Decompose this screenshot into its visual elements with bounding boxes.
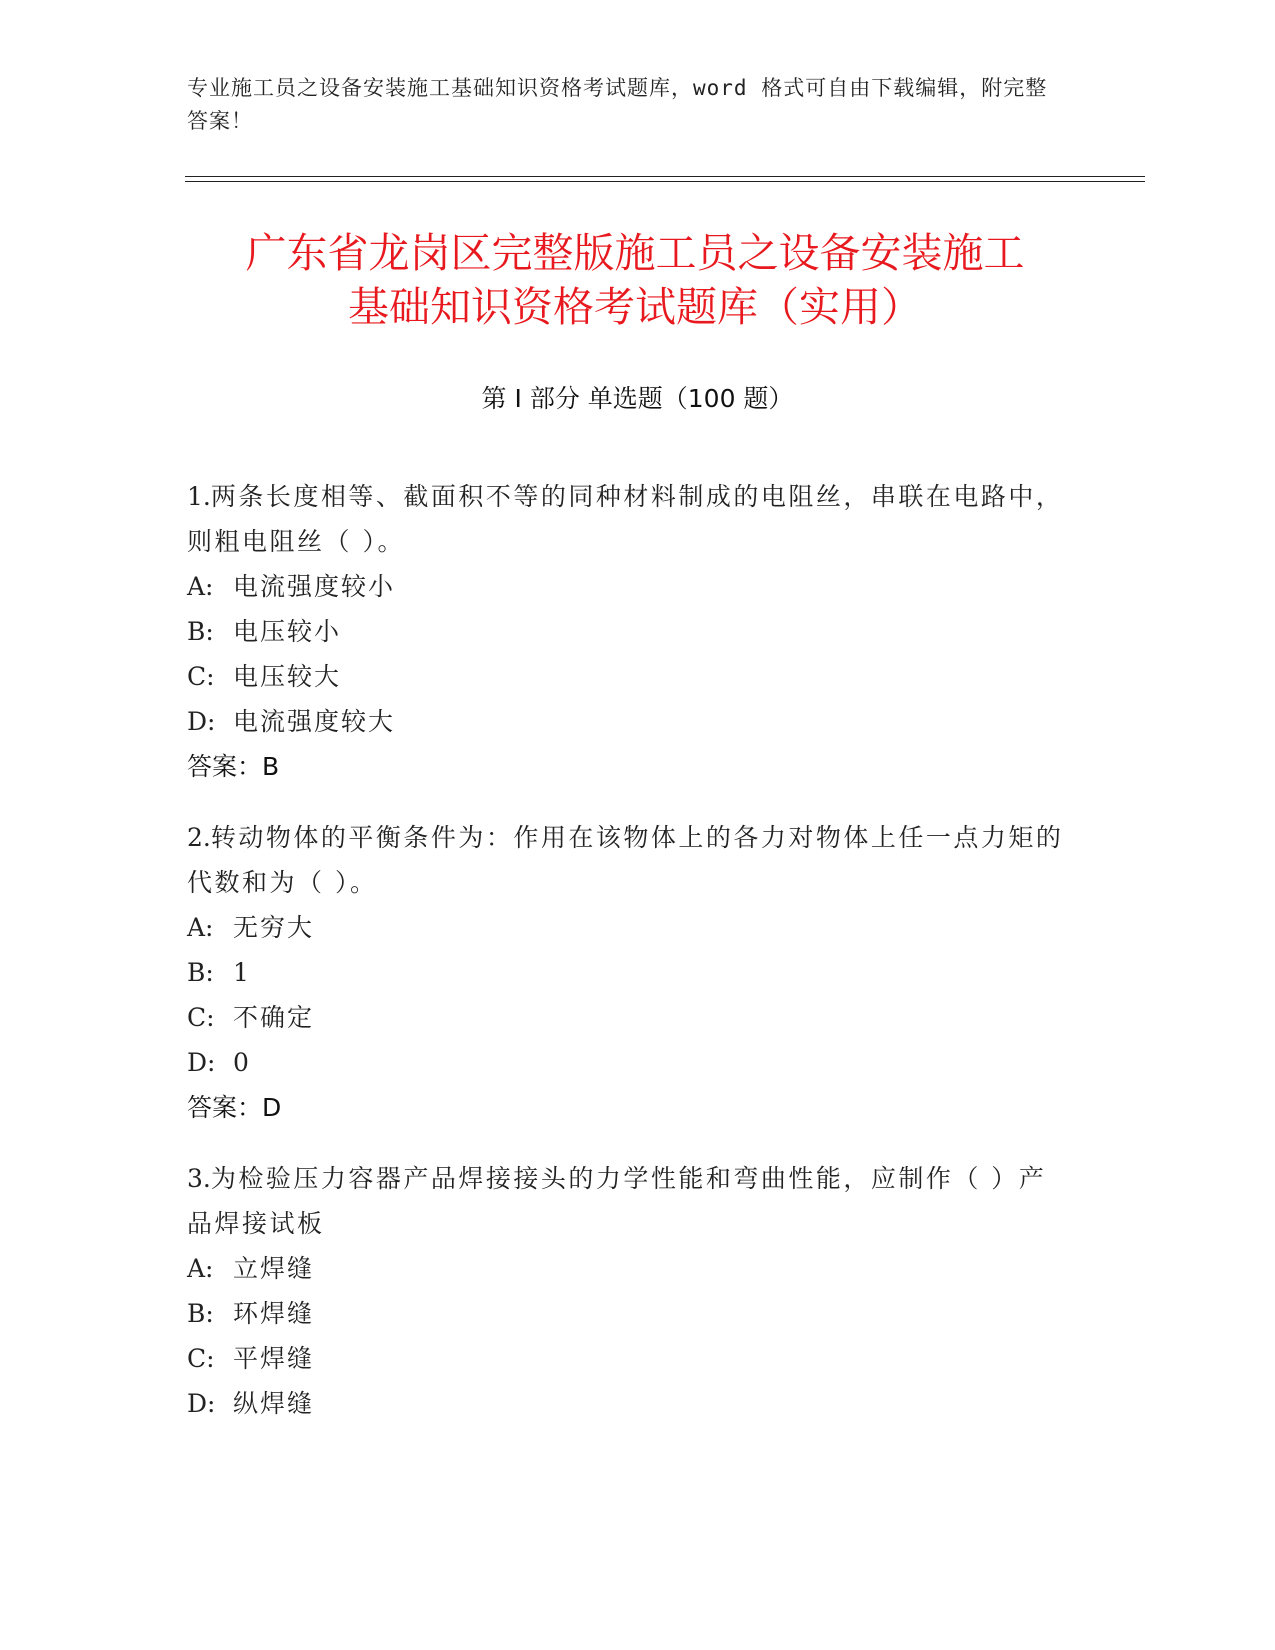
option-b [187,609,1067,654]
question-item [187,474,1067,789]
option-key: B: [187,958,214,987]
option-text: 电压较小 [233,617,342,646]
document-title [130,226,1140,334]
option-d [187,1381,1067,1426]
answer-line [187,1085,1067,1130]
option-text: 平焊缝 [233,1344,315,1373]
question-list [187,474,1067,1452]
answer-line [187,744,1067,789]
option-key: D: [187,707,216,736]
option-text: 无穷大 [233,913,315,942]
question-number: 2. [187,823,211,852]
question-stem: 两条长度相等、截面积不等的同种材料制成的电阻丝，串联在电路中，则粗电阻丝（ ）。 [187,482,1064,556]
option-key: C: [187,1003,215,1032]
header-divider-top [185,176,1145,177]
question-number: 1. [187,482,211,511]
option-d [187,699,1067,744]
option-key: D: [187,1048,216,1077]
question-stem: 转动物体的平衡条件为：作用在该物体上的各力对物体上任一点力矩的代数和为（ ）。 [187,823,1064,897]
option-a [187,905,1067,950]
answer-label: 答案： [187,752,263,781]
answer-value: B [262,752,280,781]
option-key: C: [187,1344,215,1373]
option-c [187,654,1067,699]
option-a [187,1246,1067,1291]
option-text: 立焊缝 [233,1254,315,1283]
option-text: 环焊缝 [233,1299,315,1328]
option-text: 不确定 [233,1003,315,1032]
option-c [187,1336,1067,1381]
option-text: 电流强度较小 [233,572,396,601]
option-text: 电流强度较大 [233,707,396,736]
option-b [187,1291,1067,1336]
question-item [187,1156,1067,1426]
option-key: A: [187,1254,214,1283]
option-key: B: [187,617,214,646]
option-key: D: [187,1389,216,1418]
option-a [187,564,1067,609]
option-key: C: [187,662,215,691]
option-text: 0 [233,1048,251,1077]
option-text: 纵焊缝 [233,1389,315,1418]
option-c [187,995,1067,1040]
option-d [187,1040,1067,1085]
option-text: 1 [233,958,251,987]
header-divider-bottom [185,181,1145,182]
option-text: 电压较大 [233,662,342,691]
answer-label: 答案： [187,1093,263,1122]
option-key: B: [187,1299,214,1328]
option-key: A: [187,913,214,942]
answer-value: D [262,1093,282,1122]
question-text [187,474,1067,564]
title-line-2: 基础知识资格考试题库（实用） [348,283,922,331]
option-key: A: [187,572,214,601]
question-stem: 为检验压力容器产品焊接接头的力学性能和弯曲性能，应制作（ ）产品焊接试板 [187,1164,1047,1238]
header-note: 专业施工员之设备安装施工基础知识资格考试题库，word 格式可自由下载编辑，附完整答案！ [187,76,1048,133]
title-line-1: 广东省龙岗区完整版施工员之设备安装施工 [245,229,1025,277]
section-heading: 第 I 部分 单选题（100 题） [481,384,794,413]
question-item [187,815,1067,1130]
question-text [187,1156,1067,1246]
question-text [187,815,1067,905]
option-b [187,950,1067,995]
question-number: 3. [187,1164,211,1193]
